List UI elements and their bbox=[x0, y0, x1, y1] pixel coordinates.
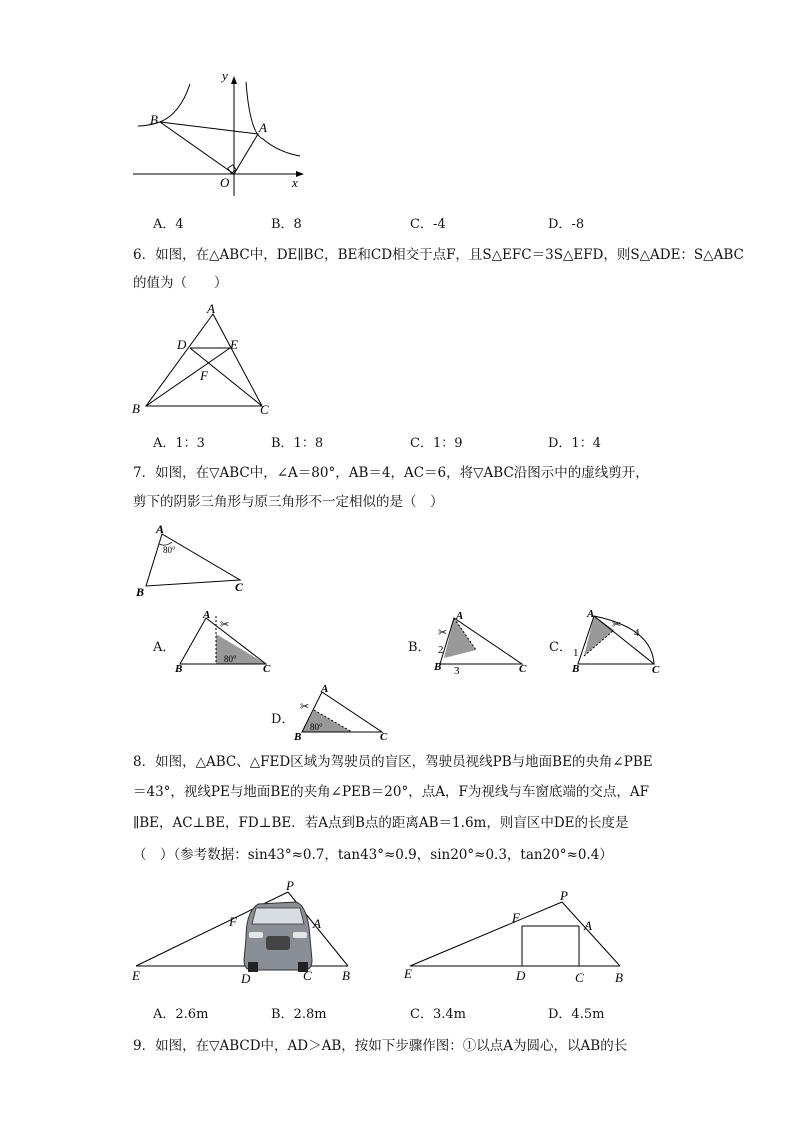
q5-hyperbola-figure bbox=[128, 64, 308, 204]
label-a: A bbox=[156, 522, 165, 536]
q6-stem-line2: 的值为（ ） bbox=[133, 275, 228, 291]
scissors-icon: ✂ bbox=[300, 701, 310, 713]
hyperbola-left-branch bbox=[138, 84, 190, 126]
label-c: C bbox=[380, 731, 388, 742]
q7-option-d-figure[interactable] bbox=[288, 680, 398, 742]
label-c: C bbox=[235, 580, 244, 594]
label-a: A bbox=[207, 302, 215, 316]
label-b: B bbox=[342, 968, 350, 983]
angle-label: 80° bbox=[163, 545, 176, 555]
label-p: P bbox=[560, 888, 568, 903]
label-b: B bbox=[132, 401, 140, 416]
q7-option-b-label[interactable]: B． bbox=[408, 640, 431, 655]
label-c: C bbox=[652, 664, 660, 676]
q7-option-c-figure[interactable] bbox=[568, 606, 668, 676]
q6-option-d[interactable]: D．1：4 bbox=[548, 436, 601, 451]
q5-option-a[interactable]: A．4 bbox=[153, 217, 184, 232]
angle-label: 80° bbox=[310, 722, 323, 732]
triangle-oab bbox=[160, 122, 258, 174]
label-d: D bbox=[177, 337, 187, 352]
q7-option-b-figure[interactable] bbox=[430, 608, 535, 674]
label-a: A bbox=[321, 683, 329, 695]
label-4: 4 bbox=[634, 627, 640, 639]
label-b: B bbox=[175, 663, 183, 674]
q9-stem-line1: 9．如图，在▽ABCD中，AD＞AB，按如下步骤作图：①以点A为圆心，以AB的长 bbox=[133, 1038, 628, 1054]
triangle-abc bbox=[146, 534, 240, 586]
q6-option-b[interactable]: B．1：8 bbox=[271, 436, 324, 451]
label-e: E bbox=[404, 966, 412, 981]
scissors-icon: ✂ bbox=[438, 627, 448, 639]
label-a: A bbox=[313, 916, 321, 931]
label-e: E bbox=[230, 337, 238, 352]
q6-option-c[interactable]: C．1：9 bbox=[410, 436, 463, 451]
label-c: C bbox=[263, 663, 271, 674]
label-e: E bbox=[132, 968, 140, 983]
label-c: C bbox=[519, 663, 527, 674]
q8-option-a[interactable]: A．2.6m bbox=[153, 1007, 209, 1022]
label-f: F bbox=[200, 368, 208, 383]
label-y: y bbox=[222, 68, 228, 83]
sight-line-pe bbox=[410, 902, 562, 966]
label-c: C bbox=[575, 970, 584, 985]
y-axis-arrow bbox=[231, 76, 237, 84]
q8-car-figure bbox=[128, 878, 368, 988]
angle-label: 80° bbox=[224, 654, 237, 664]
label-f: F bbox=[512, 910, 520, 925]
label-a: A bbox=[456, 610, 464, 622]
label-c: C bbox=[260, 402, 269, 417]
label-a: A bbox=[587, 608, 595, 620]
label-p: P bbox=[286, 878, 294, 893]
q6-option-a[interactable]: A．1：3 bbox=[153, 436, 205, 451]
sight-line-pb bbox=[562, 902, 620, 966]
q8-stem-line1: 8．如图，△ABC、△FED区域为驾驶员的盲区，驾驶员视线PB与地面BE的央角∠PBE bbox=[133, 754, 653, 770]
label-f: F bbox=[229, 914, 237, 929]
q6-stem-line1: 6．如图，在△ABC中，DE∥BC，BE和CD相交于点F，且S△EFC＝3S△EFD，则S△ADE：S△ABC bbox=[133, 247, 744, 263]
label-2: 2 bbox=[438, 644, 444, 656]
label-b: B bbox=[434, 661, 442, 673]
label-b: B bbox=[150, 112, 158, 127]
label-x: x bbox=[292, 175, 298, 190]
hyperbola-right-branch bbox=[246, 82, 300, 156]
label-3: 3 bbox=[454, 665, 460, 674]
q8-option-b[interactable]: B．2.8m bbox=[271, 1007, 327, 1022]
q8-option-c[interactable]: C．3.4m bbox=[410, 1007, 466, 1022]
label-a: A bbox=[259, 120, 267, 135]
q7-stem-line1: 7．如图，在▽ABC中，∠A＝80°，AB＝4，AC＝6，将▽ABC沿图示中的虚线剪开， bbox=[133, 465, 649, 481]
label-1: 1 bbox=[573, 647, 579, 659]
q7-option-a-label[interactable]: A． bbox=[153, 640, 176, 655]
label-b: B bbox=[294, 731, 302, 742]
q8-stem-line2: ＝43°，视线PE与地面BE的夹角∠PEB＝20°，点A，F为视线与车窗底端的交点，AF bbox=[133, 784, 649, 800]
q5-option-d[interactable]: D．-8 bbox=[548, 217, 585, 232]
q7-stem-line2: 剪下的阴影三角形与原三角形不一定相似的是（ ） bbox=[133, 494, 444, 510]
label-b: B bbox=[615, 970, 623, 985]
label-d: D bbox=[516, 968, 526, 983]
label-o: O bbox=[220, 175, 230, 190]
q7-option-d-label[interactable]: D． bbox=[271, 712, 295, 727]
label-b: B bbox=[136, 585, 145, 599]
q8-geometric-figure bbox=[398, 888, 638, 988]
shaded-triangle bbox=[444, 618, 476, 658]
scissors-icon: ✂ bbox=[612, 619, 622, 631]
scissors-icon: ✂ bbox=[220, 619, 230, 631]
q8-option-d[interactable]: D．4.5m bbox=[548, 1007, 605, 1022]
label-d: D bbox=[241, 971, 251, 986]
q7-main-triangle bbox=[130, 520, 255, 600]
q6-triangle-figure bbox=[128, 302, 278, 422]
q8-stem-line3: ∥BE，AC⊥BE，FD⊥BE．若A点到B点的距离AB＝1.6m，则盲区中DE的长度是 bbox=[133, 815, 629, 831]
shaded-triangle bbox=[584, 616, 614, 656]
q8-stem-line4: （ ）（参考数据：sin43°≈0.7，tan43°≈0.9，sin20°≈0.3，tan20°≈0.4） bbox=[133, 847, 613, 863]
q7-option-c-label[interactable]: C． bbox=[549, 640, 572, 655]
label-c: C bbox=[303, 968, 312, 983]
label-b: B bbox=[572, 663, 580, 675]
label-a: A bbox=[584, 918, 592, 933]
car-image bbox=[244, 902, 312, 972]
q5-option-b[interactable]: B．8 bbox=[271, 217, 302, 232]
q7-option-a-figure[interactable] bbox=[170, 608, 280, 674]
label-a: A bbox=[203, 609, 211, 621]
q5-option-c[interactable]: C．-4 bbox=[410, 217, 446, 232]
segment-be bbox=[146, 348, 230, 406]
